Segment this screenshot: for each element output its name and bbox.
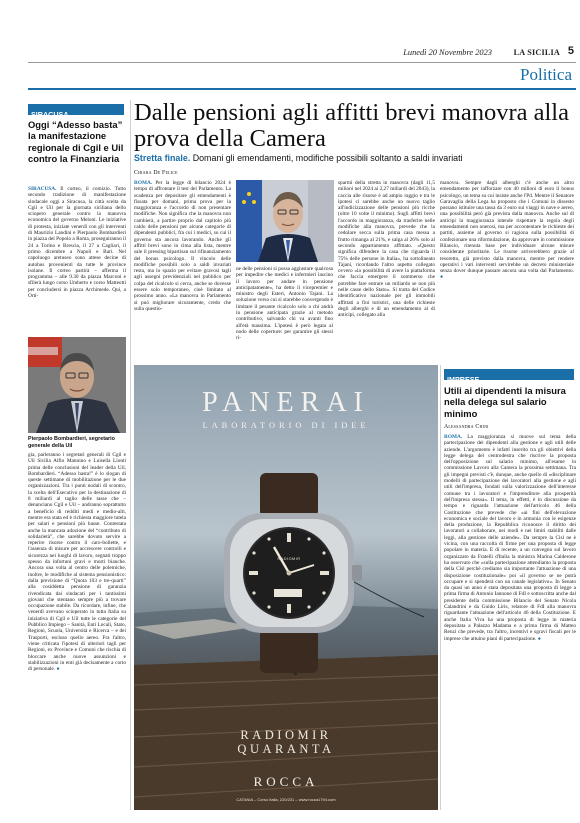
left-headline: Oggi “Adesso basta” la manifestazione regionale di Cgil e Uil contro la Finanziaria [28, 119, 124, 165]
portrait-illustration [28, 337, 126, 433]
main-column-2 [236, 266, 333, 360]
main-byline: Chiara De Felice [134, 170, 178, 176]
panerai-advertisement [134, 365, 438, 810]
watch-dial-brand: RADIOMIR [277, 557, 301, 561]
left-text-part-2: gia, parleranno i segretari generali di Cgil e Uil Sicilia Alfio Mannino e Luisella Lionti prima delle conclusioni del leader della Uil, Bombardieri. “Adesso basta!” è lo slogan di queste settimane di mobilitazione per le due organizzazioni. Tra i punti nodali di scontro, la scelta dell'Esecutivo per la destinazione di 8 miliardi al taglio delle tasse che – denunciano Cgil e Uil – andranno soprattutto a beneficio di redditi medi e medio-alti, mentre era stata ed è richiesta maggiore tutela per salari e pensioni più basse. Contestata anche la mancata adozione del “contributo di solidarietà”, che sarebbe dovuto servire a reperire risorse contro il caro-bollette, e l'assenza di misure per accrescere controlli e sicurezza nei luoghi di lavoro, segnati troppo spesso da infortuni gravi e morti bianche. Ancora una volta al centro delle polemiche, inoltre, le modifiche al sistema pensionistico: dalla previsione di “Quota 103 e tre-quarti” alla cosiddetta pensione di garanzia rivendicata dai sindacati per i tantissimi giovani che stentano sempre più a trovare occupazione stabile. Da ricordare, infine, che venerdì avevano scioperato in tutta Italia su iniziativa di Cgil e Uil tutte le categorie del Pubblico Impiego – Sanità, Enti Locali, Stato, Regioni, Scuola, Università e Ricerca – e dei Trasporti, escluso quello aereo. Fra l'altro, viene criticata l'ipotesi di ulteriori tagli per Regioni, ex Province e Comuni che rischia di bloccare anche nuove assunzioni e stabilizzazioni in enti già decisamente a corto di personale. [28, 452, 126, 673]
header-paper-name: LA SICILIA [513, 48, 560, 57]
right-byline: Alessandra Chini [444, 424, 489, 430]
ad-tagline: LABORATORIO DI IDEE [202, 421, 370, 430]
subheadline-rest: Domani gli emendamenti, modifiche possibili soltanto a saldi invariati [192, 153, 463, 163]
ad-dealer-logo: ROCCA [253, 774, 319, 789]
ad-brand-logo: PANERAI [202, 387, 370, 418]
right-headline: Utili ai dipendenti la misura nella delega sul salario minimo [444, 385, 566, 419]
left-kicker-label: SIRACUSA [31, 110, 69, 119]
bombardieri-photo-caption: Pierpaolo Bombardieri, segretario generale della Uil [28, 436, 115, 449]
left-kicker [28, 104, 124, 119]
left-article-text-top [28, 186, 126, 334]
main-column-3 [338, 180, 435, 360]
main-dateline: ROMA. [134, 180, 153, 186]
header-rule [28, 62, 576, 63]
right-dateline: ROMA. [444, 434, 463, 440]
main-col4-text: manovra. Sempre dagli alberghi c'è anche un altro emendamento per rafforzare con 40 milioni di euro il bonus psicologo, un tema su cui insiste anche l'Pd. Mentre il Senatore Garavaglia della Lega ha proposto che i Comuni in dissesto possano istituire una tassa da 3 euro sui viaggi in nave e aereo, una possibilità però già prevista dalla manovra. Anche sul dl anticipi la maggioranza intende rispettare la regola degli emendamenti non onerosi, ma per accontentare le richieste dei partiti, assieme al governo si ragiona sulla possibilità di confezionare una riformulazione, da approvare in commissione Bilancio, ritenuta base per individuare alcune misure considerate prioritarie. Le risorse arriverebbero grazie al tesoretto, già previsto dalla manovra, mentre per rendere operativi i vari interventi servirebbe un decreto ministeriale senza dover dunque passare ancora una volta dal Parlamento. [440, 180, 574, 275]
right-kicker [444, 369, 574, 384]
header-date: Lunedì 20 Novembre 2023 [403, 48, 492, 57]
end-mark: ● [537, 635, 541, 642]
right-text: La maggioranza si muove sul tema della partecipazione dei dipendenti alla gestione e agli utili delle aziende. L'argomento è infatti inserito tra gli obiettivi della legge delega del centrodestra che riscrive la proposta dell'opposizione sul salario minimo, all'esame in commissione Lavoro alla Camera la prossima settimana. Tra gli impegni previsti c'è, dunque, anche quello di «disciplinare modelli di partecipazione dei lavoratori alla gestione e agli utili dell'impresa, fondati sulla valorizzazione dell'interesse comune tra i lavoratori e l'imprenditore alla prosperità dell'impresa stessa». Il tema, in effetti, è in discussione da tempo e riguarda l'attuazione dell'articolo 46 della Costituzione che prevede che «ai fini dell'elevazione economica e sociale del lavoro e in armonia con le esigenze della produzione, la Repubblica riconosce il diritto dei lavoratori a collaborare, nei modi e nei limiti stabiliti dalle leggi, alla gestione delle aziende». Da sempre la Cisl ne è vicina, con una raccolta di firme per una proposta di legge popolare in materia. E di recente, a un convegno sul lavoro organizzato da Fratelli d'Italia la ministra Marina Calderone ha osservato che «sulla partecipazione attendiamo la proposta della Cisl perché crediamo sia importante l'attuazione di una disposizione costituzionale» poi «il governo se ne potrà occupare e si spenderà con un canale legislativo». In Senato da quasi un anno è stata depositata una proposta di legge a prima firma di Antonio Iannone di FdI e sottoscritta anche dal presidente della commissione Bilancio del Senato Nicola Calandrini e da Guido Liris, relatore di FdI alla manovra riguardante l'attuazione dell'articolo 46 della Costituzione. E anche Italia Viva ha una proposta di legge in materia depositata a Palazzo Madama e a prima firma di Matteo Renzi che prevede, tra l'altro, incentivi e sgravi fiscali per le imprese che attuino piani di partecipazione. [444, 434, 576, 642]
ad-model-name: RADIOMIR QUARANTA [237, 728, 335, 756]
right-article-text [444, 434, 576, 810]
left-dateline: SIRACUSA. [28, 186, 57, 192]
main-headline: Dalle pensioni agli affitti brevi manovra alla prova della Camera [134, 99, 569, 152]
watch-date-window: 28 [304, 590, 310, 596]
ad-small-print: CATANIA – Corso Italia, 220/231 – www.rocca1794.com [236, 797, 336, 802]
main-col2-text: ne delle pensioni si possa aggiustare qualcosa per impedire che medici e infermieri lascino il lavoro per andare in pensione anticipatamente», ha detto il vicepremier e ministro degli Esteri, Antonio Tajani. La soluzione verso cui si starebbe convergendo è limitare il pesante ricalcolo solo a chi andrà in pensione anticipata grazie al metodo contributivo, salvando chi va avanti fino all'età massima. L'ipotesi è però legata al nodo delle coperture: per garantire gli stessi ri- [236, 266, 333, 342]
left-text-part-1: Il corteo, il comizio. Tutto secondo tradizione di manifestazione sindacale oggi a Siracusa, la città scelta da Cgil e Uil per la giornata siciliana dello sciopero generale contro la manovra economica del governo Meloni. Le iniziative di protesta, iniziate venerdì con gli interventi di Maurizio Landini e Pierpaolo Bombardieri in piazza del Popolo a Roma, proseguiranno il 24 a Torino e Brescia, il 27 a Cagliari, il primo dicembre a Napoli e Bari. Nel capoluogo aretuseo sono attese decine di autobus provenienti da tutte le province isolane. Il corteo partirà – afferma il programma – alle 9.30 da piazza Marconi e sfilerà lungo corso Umberto e corso Matteotti per concludersi in piazza Archimede. Qui, a Orti- [28, 186, 126, 300]
main-col3-text: sparmi della stretta in manovra (dagli 11,5 milioni nel 2024 ai 2,27 miliardi del 2043), la caccia alle risorse è ad ampio raggio e tra le ipotesi ci sarebbe anche un nuovo taglio all'indicizzazione delle pensioni più ricche (oltre 10 volte il minimo). Sugli affitti brevi l'accordo in maggioranza, da trasferire nelle modifiche alla manovra, prevede che la cedolare secca sulla prima casa messa a frutto rimanga al 21%, e salga al 26% solo al secondo appartamento affittato. «Questo significa difendere la casa che riguarda il 75% delle persone in Italia», ha sottolineato Tajani, ricordando l'altro aspetto collegato ovvero «la possibilità di avere la piattaforma che faccia emergere il sommerso che potrebbe fare entrare un miliardo se non più nelle casse dello Stato». Si tratta del Codice identificativo nazionale per gli immobili affittati a fini turistici, una delle richieste degli alberghi e di un emendamento al di anticipi, collegato alla [338, 180, 435, 319]
watch-illustration [214, 473, 364, 673]
minister-portrait [236, 180, 334, 262]
giorgetti-photo [236, 180, 334, 262]
section-rule [28, 88, 576, 90]
bombardieri-photo [28, 337, 126, 433]
end-mark: ● [440, 274, 444, 281]
main-col1-text: Per la legge di bilancio 2024 è tempo di affrontare il test del Parlamento. La scadenza per depositare gli emendamenti è fissata per domani, prima prova per la maggioranza e l'accordo di non presentare modifiche. Non significa che la manovra non cambierà, a partire proprio dal capitolo più caldo delle pensioni per alcune categorie di dipendenti pubblici, fra cui i medici, su cui il governo sta ancora lavorando. Anche gli affitti brevi sono in cima alla lista, mentre sale il pressing bipartisan sul rifinanziamento del bonus psicologo. Il vincolo delle modifiche possibili solo a saldi invariati resta, ma lo spazio per evitare gravosi tagli agli assegni previdenziali nel pubblico per colpa del ricalcolo si cerca, anche se dovesse essere solo temporaneo, cioè limitato al prossimo anno. «La manovra in Parlamento si può migliorare sicuramente, credo che sulla questio- [134, 180, 231, 312]
main-column-1 [134, 180, 231, 360]
column-divider [130, 100, 131, 810]
left-article-text-bottom [28, 452, 126, 808]
main-subheadline [134, 153, 574, 164]
main-column-4 [440, 180, 574, 360]
end-mark: ● [56, 666, 60, 673]
page-header [0, 44, 580, 62]
section-title: Politica [520, 65, 572, 84]
column-divider [440, 365, 441, 810]
header-page-number: 5 [567, 45, 574, 57]
subheadline-bold: Stretta finale. [134, 153, 191, 163]
right-kicker-label: IMPRESE [447, 375, 480, 384]
